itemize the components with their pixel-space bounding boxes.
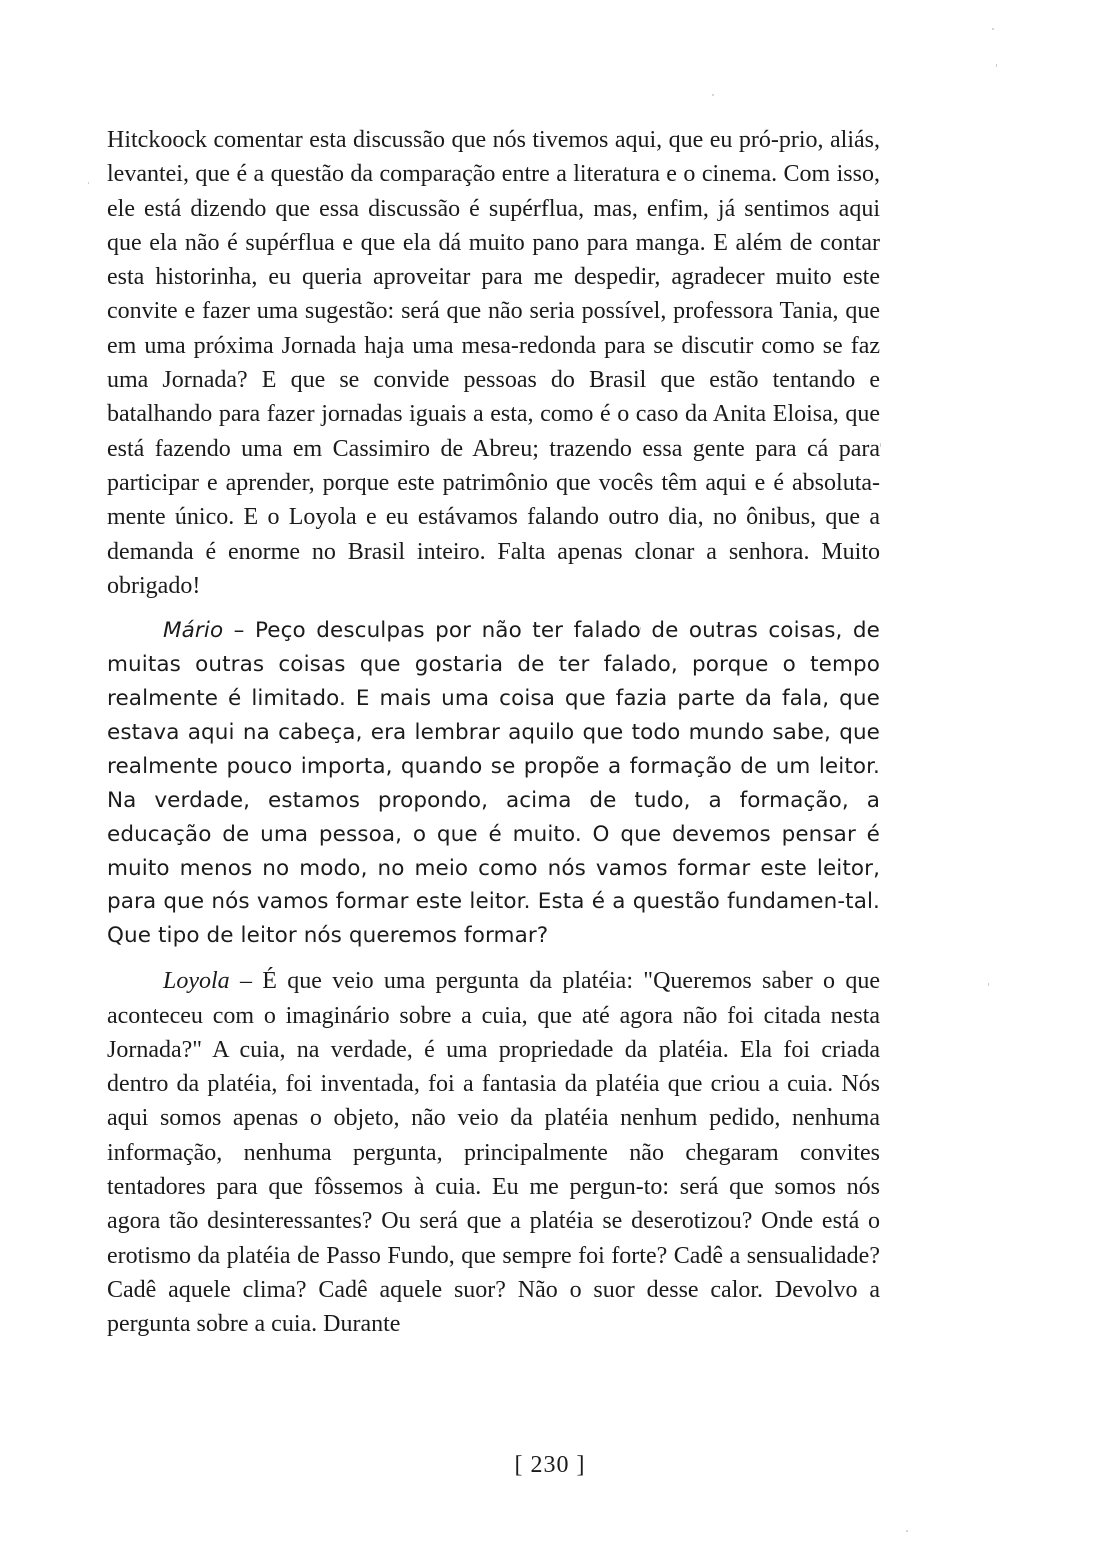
paragraph-text: – Peço desculpas por não ter falado de outras coisas, de muitas outras coisas que gostaria de ter falado, porque o tempo realmente é limitado. E mais uma coisa que fazia parte da fala, que estava aqui na cabeça, era lembrar aquilo que todo mundo sabe, que realmente pouco importa, quando se propõe a formação de um leitor. Na verdade, estamos propondo, acima de tudo, a formação, a educação de uma pessoa, o que é muito. O que devemos pensar é muito menos no modo, no meio como nós vamos formar este leitor, para que nós vamos formar este leitor. Esta é a questão fundamen-tal. Que tipo de leitor nós queremos formar?: [107, 618, 880, 949]
paragraph-text: Hitckoock comentar esta discussão que nós tivemos aqui, que eu pró-prio, aliás, levantei, que é a questão da comparação entre a literatura e o cinema. Com isso, ele está dizendo que essa discussão é supérflua, mas, enfim, já sentimos aqui que ela não é supérflua e que ela dá muito pano para manga. E além de contar esta historinha, eu queria aproveitar para me despedir, agradecer muito este convite e fazer uma sugestão: será que não seria possível, professora Tania, que em uma próxima Jornada haja uma mesa-redonda para se discutir como se faz uma Jornada? E que se convide pessoas do Brasil que estão tentando e batalhando para fazer jornadas iguais a esta, como é o caso da Anita Eloisa, que está fazendo uma em Cassimiro de Abreu; trazendo essa gente para cá para participar e aprender, porque este patrimônio que vocês têm aqui e é absoluta-mente único. E o Loyola e eu estávamos falando outro dia, no ônibus, que a demanda é enorme no Brasil inteiro. Falta apenas clonar a senhora. Muito obrigado!: [107, 127, 880, 599]
paper-speck: [992, 28, 994, 30]
text-column: [107, 123, 880, 1341]
paper-speck: [996, 64, 997, 67]
speaker-name: Mário: [163, 618, 224, 644]
speaker-name: Loyola: [163, 968, 230, 995]
paper-speck: [906, 1530, 908, 1532]
paragraph-text: – É que veio uma pergunta da platéia: "Queremos saber o que aconteceu com o imaginário sobre a cuia, que até agora não foi citada nesta Jornada?" A cuia, na verdade, é uma propriedade da platéia. Ela foi criada dentro da platéia, foi inventada, foi a fantasia da platéia que criou a cuia. Nós aqui somos apenas o objeto, não veio da platéia nenhum pedido, nenhuma informação, nenhuma pergunta, principalmente não chegaram convites tentadores para que fôssemos à cuia. Eu me pergun-to: será que somos nós agora tão desinteressantes? Ou será que a platéia se deserotizou? Onde está o erotismo da platéia de Passo Fundo, que sempre foi forte? Cadê a sensualidade? Cadê aquele clima? Cadê aquele suor? Não o suor desse calor. Devolvo a pergunta sobre a cuia. Durante: [107, 968, 880, 1338]
paragraph-loyola: [107, 964, 880, 1341]
paper-speck: [88, 182, 89, 184]
paper-speck: [880, 443, 881, 447]
page-number: [ 230 ]: [514, 1452, 586, 1478]
paper-speck: [712, 94, 714, 96]
paragraph-mario: [107, 614, 880, 953]
paper-speck: [988, 983, 989, 986]
paragraph-continued: [107, 123, 880, 603]
